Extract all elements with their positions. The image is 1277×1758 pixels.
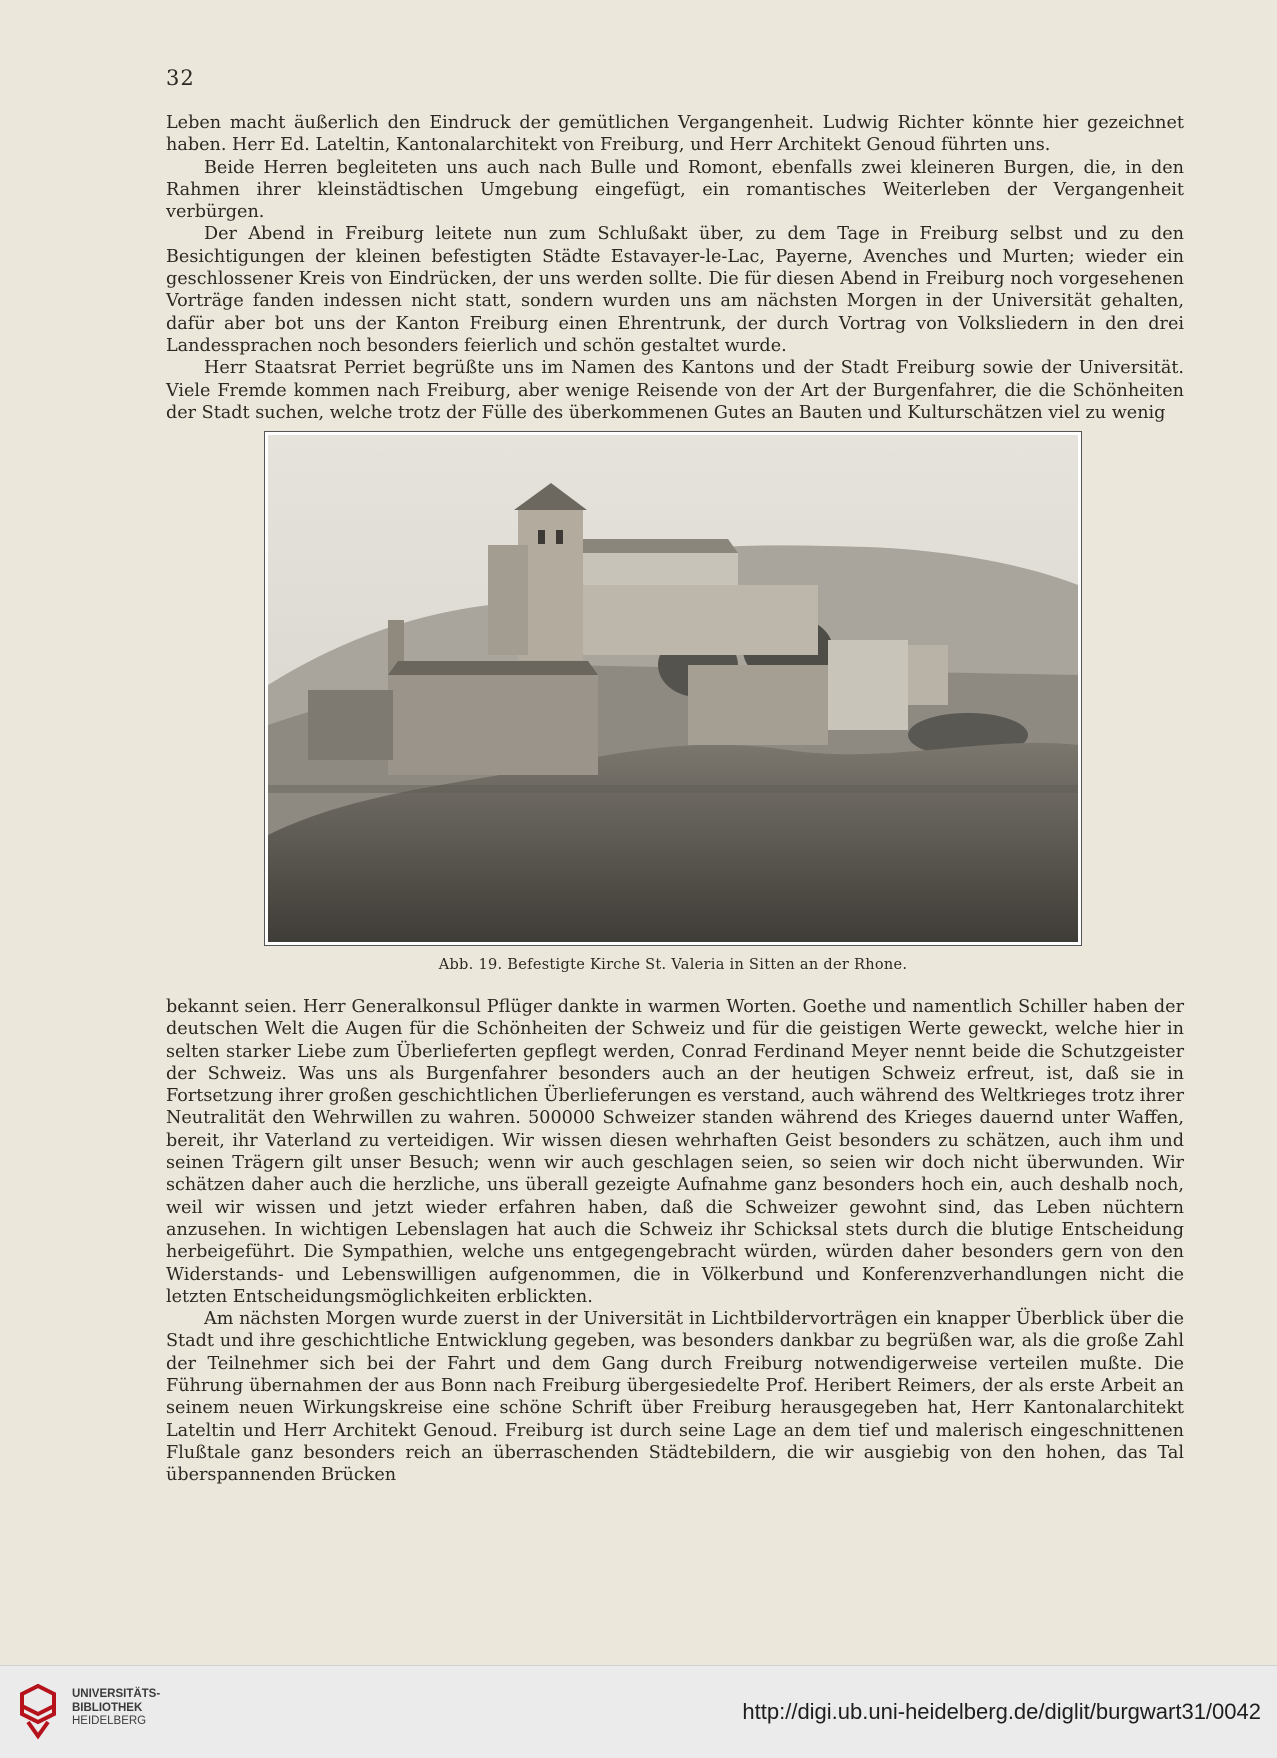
library-name-line: UNIVERSITÄTS- bbox=[72, 1688, 161, 1700]
library-name[interactable] bbox=[72, 1688, 160, 1729]
figure-caption: Abb. 19. Befestigte Kirche St. Valeria in Sitten an der Rhone. bbox=[438, 957, 908, 973]
paragraph: Herr Staatsrat Perriet begrüßte uns im Namen des Kantons und der Stadt Freiburg sowie der Universität. Viele Fremde kommen nach Freiburg, aber wenige Reisende von der Art der Burgenfahrer, die die Schönheiten der Stadt suchen, welche trotz der Fülle des überkommenen Gutes an Bauten und Kulturschätzen viel zu wenig bbox=[166, 358, 1184, 423]
paragraph: bekannt seien. Herr Generalkonsul Pflüger dankte in warmen Worten. Goethe und namentlich Schiller haben der deutschen Welt die Augen für die Schönheiten der Schweiz und für die geistigen Werte geweckt, welche hier in selten starker Liebe zum Überlieferten gepflegt werden, Conrad Ferdinand Meyer nennt beide die Schutzgeister der Schweiz. Was uns als Burgenfahrer besonders auch an der heutigen Schweiz erfreut, ist, daß sie in Fortsetzung ihrer großen geschichtlichen Überlieferungen es verstand, auch während des Weltkrieges trotz ihrer Neutralität den Wehrwillen zu wahren. 500000 Schweizer standen während des Krieges dauernd unter Waffen, bereit, ihr Vaterland zu verteidigen. Wir wissen diesen wehrhaften Geist besonders zu schätzen, auch ihm und seinen Trägern gilt unser Besuch; wenn wir auch geschlagen seien, so seien wir doch nicht überwunden. Wir schätzen daher auch die herzliche, uns überall gezeigte Aufnahme ganz besonders hoch ein, auch deshalb noch, weil wir wissen und jetzt wieder erfahren haben, daß die Schweizer gewohnt sind, das Leben nüchtern anzusehen. In wichtigen Lebenslagen hat auch die Schweiz ihr Schicksal stets durch die blutige Entscheidung herbeigeführt. Die Sympathien, welche uns entgegengebracht würden, würden daher besonders gern von den Widerstands- und Lebenswilligen aufgenommen, die in Völkerbund und Konferenzverhandlungen nicht die letzten Entscheidungsmöglichkeiten erblickten. bbox=[166, 997, 1184, 1307]
text-block-bottom bbox=[166, 996, 1184, 1487]
text-block-top bbox=[166, 112, 1184, 424]
paragraph: Beide Herren begleiteten uns auch nach Bulle und Romont, ebenfalls zwei kleineren Burgen, die, in den Rahmen ihrer kleinstädtischen Umgebung eingefügt, ein romantisches Weiterleben der Vergangenheit verbürgen. bbox=[166, 157, 1184, 223]
figure-photo bbox=[264, 431, 1082, 946]
paragraph: Am nächsten Morgen wurde zuerst in der Universität in Lichtbildervorträgen ein knapper Überblick über die Stadt und ihre geschichtliche Entwicklung gegeben, was besonders dankbar zu begrüßen war, als die große Zahl der Teilnehmer sich bei der Fahrt und dem Gang durch Freiburg notwendigerweise verteilen mußte. Die Führung übernahmen der aus Bonn nach Freiburg übergesiedelte Prof. Heribert Reimers, der als erste Arbeit an seinem neuen Wirkungskreise eine schöne Schrift über Freiburg herausgegeben hat, Herr Kantonalarchitekt Lateltin und Herr Architekt Genoud. Freiburg ist durch seine Lage an dem tief und malerisch eingeschnittenen Flußtale ganz besonders reich an überraschenden Städtebildern, die wir ausgiebig von den hohen, das Tal überspannenden Brücken bbox=[166, 1309, 1184, 1486]
castle-church-photo bbox=[268, 435, 1078, 942]
permalink-url[interactable]: http://digi.ub.uni-heidelberg.de/diglit/burgwart31/0042 bbox=[742, 1699, 1261, 1724]
university-library-logo-icon[interactable] bbox=[14, 1680, 64, 1742]
paragraph: Der Abend in Freiburg leitete nun zum Schlußakt über, zu dem Tage in Freiburg selbst und zu den Besichtigungen der kleinen befestigten Städte Estavayer-le-Lac, Payerne, Avenches und Murten; wieder ein geschlossener Kreis von Eindrücken, der uns werden sollte. Die für diesen Abend in Freiburg noch vorgesehenen Vorträge fanden indessen nicht statt, sondern wurden uns am nächsten Morgen in der Universität gehalten, dafür aber bot uns der Kanton Freiburg einen Ehrentrunk, der durch Vortrag von Volksliedern in den drei Landessprachen noch besonders feierlich und schön gestaltet wurde. bbox=[166, 224, 1184, 356]
page-number: 32 bbox=[166, 66, 195, 90]
footer-bar bbox=[0, 1665, 1277, 1758]
library-name-line: HEIDELBERG bbox=[72, 1715, 147, 1727]
paragraph: Leben macht äußerlich den Eindruck der gemütlichen Vergangenheit. Ludwig Richter könnte hier gezeichnet haben. Herr Ed. Lateltin, Kantonalarchitekt von Freiburg, und Herr Architekt Genoud führten uns. bbox=[166, 113, 1184, 156]
library-name-line: BIBLIOTHEK bbox=[72, 1701, 143, 1714]
